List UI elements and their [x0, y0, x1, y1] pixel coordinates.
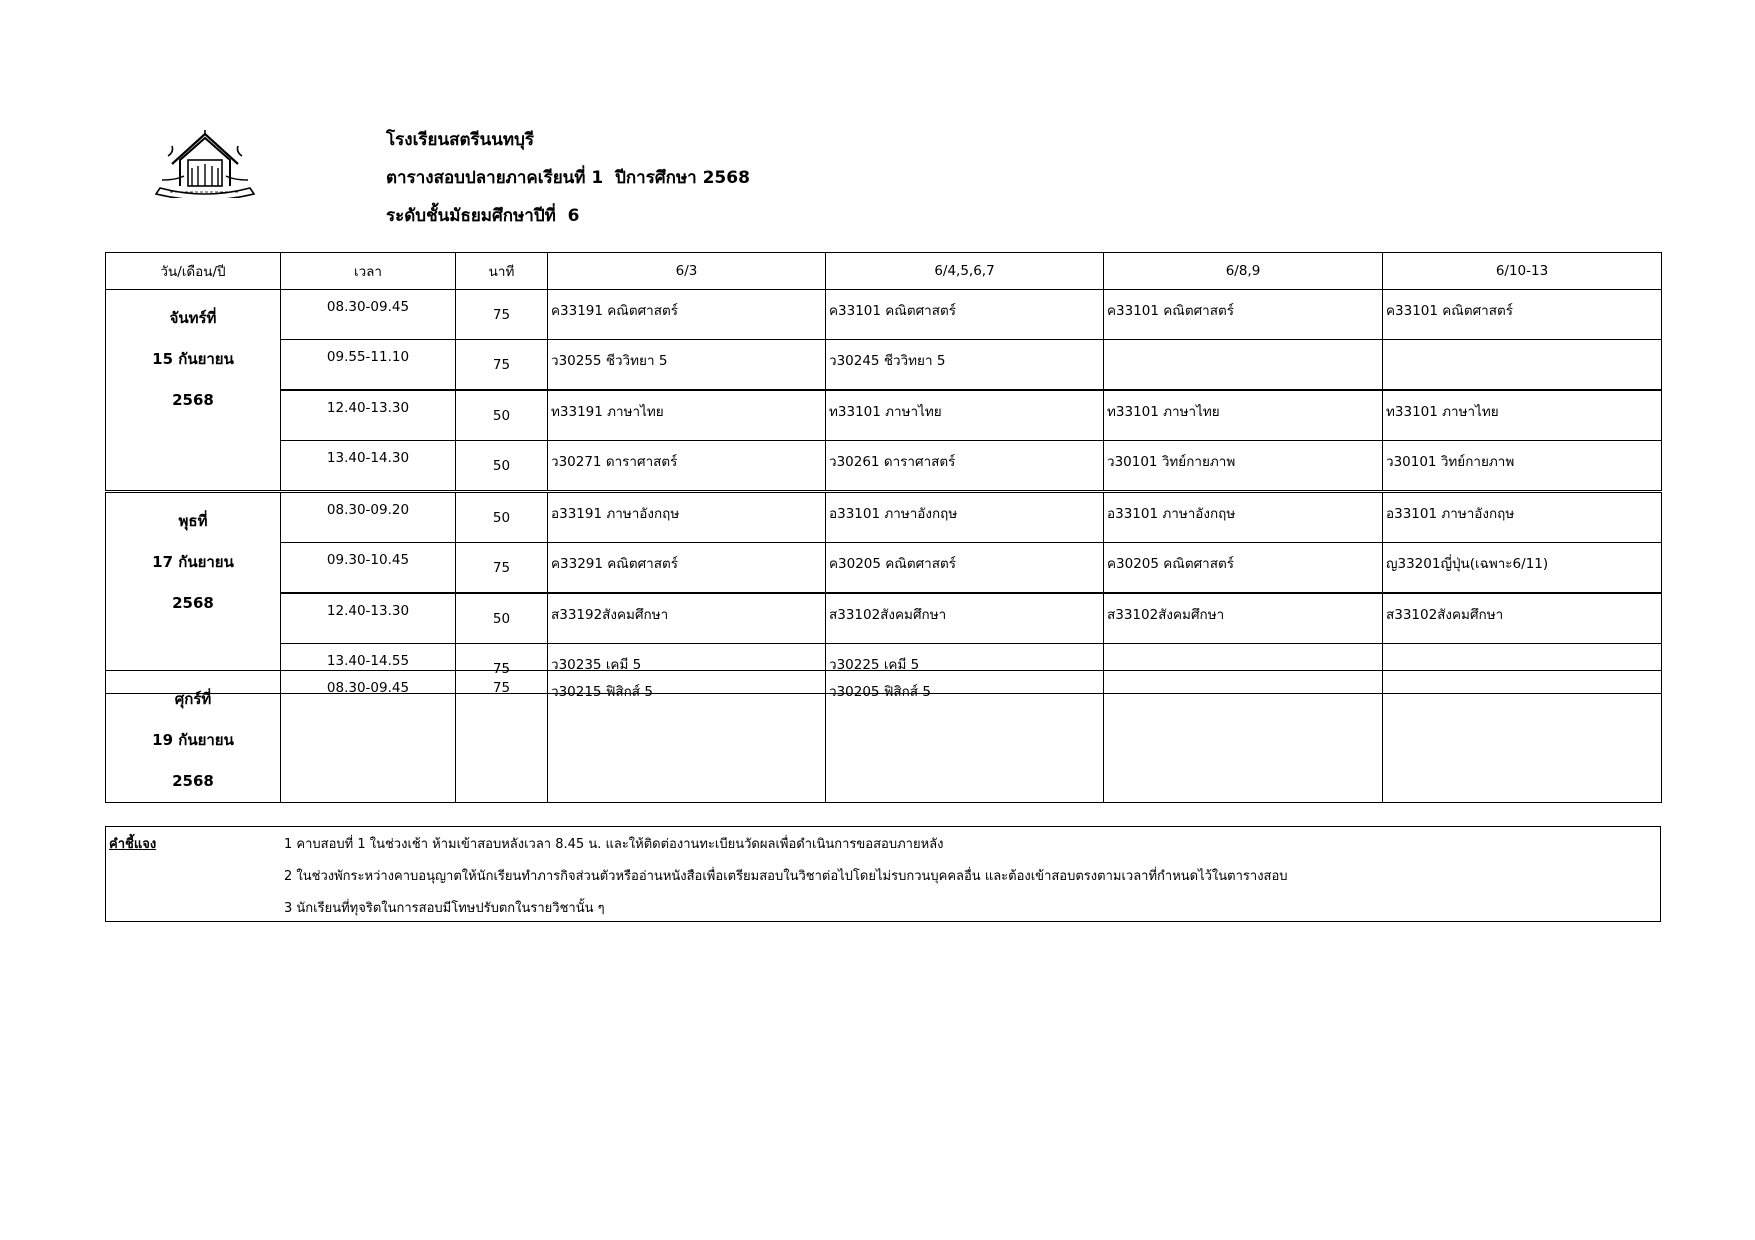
day-year: 2568 — [172, 772, 214, 790]
document-title: ตารางสอบปลายภาคเรียนที่ 1 ปีการศึกษา 2568 — [386, 168, 750, 188]
note-line: 1 คาบสอบที่ 1 ในช่วงเช้า ห้ามเข้าสอบหลังเวลา 8.45 น. และให้ติดต่องานทะเบียนวัดผลเพื่อดำเนินการขอสอบภายหลัง — [284, 837, 944, 852]
day-date: 17 กันยายน — [152, 553, 234, 571]
schedule-table-monday — [105, 252, 1662, 491]
table-header-row — [106, 253, 1662, 290]
table-row — [106, 593, 1662, 644]
subject-cell — [1104, 340, 1383, 391]
grade-level: ระดับชั้นมัธยมศึกษาปีที่ 6 — [386, 206, 580, 226]
date-cell — [106, 671, 281, 803]
subject-cell: ท33101 ภาษาไทย — [1104, 390, 1383, 441]
table-row — [106, 671, 1662, 803]
table-row — [106, 390, 1662, 441]
time-cell: 08.30-09.20 — [281, 493, 456, 543]
subject-cell: อ33101 ภาษาอังกฤษ — [826, 493, 1104, 543]
subject-cell: ค33191 คณิตศาสตร์ — [548, 290, 826, 340]
subject-cell: ค33101 คณิตศาสตร์ — [1104, 290, 1383, 340]
subject-cell: ค30205 คณิตศาสตร์ — [1104, 543, 1383, 594]
time-cell: 13.40-14.30 — [281, 441, 456, 491]
col-header-class-6-10-13: 6/10-13 — [1383, 253, 1662, 290]
time-cell: 09.55-11.10 — [281, 340, 456, 391]
day-name: ศุกร์ที่ — [174, 690, 212, 708]
note-line: 2 ในช่วงพักระหว่างคาบอนุญาตให้นักเรียนทำภารกิจส่วนตัวหรืออ่านหนังสือเพื่อเตรียมสอบในวิชาต่อไปโดยไม่รบกวนบุคคลอื่น และต้องเข้าสอบตรงตามเวลาที่กำหนดไว้ในตารางสอบ — [284, 869, 1288, 884]
subject-cell: ส33102สังคมศึกษา — [1383, 593, 1662, 644]
day-date: 19 กันยายน — [152, 731, 234, 749]
time-cell: 13.40-14.55 — [281, 644, 456, 694]
subject-cell: ว30101 วิทย์กายภาพ — [1104, 441, 1383, 491]
time-cell: 12.40-13.30 — [281, 390, 456, 441]
schedule-table-wednesday — [105, 492, 1662, 694]
minutes-cell: 75 — [456, 644, 548, 694]
subject-cell — [1383, 340, 1662, 391]
minutes-cell: 75 — [456, 340, 548, 391]
minutes-cell: 75 — [456, 290, 548, 340]
subject-cell: ว30101 วิทย์กายภาพ — [1383, 441, 1662, 491]
col-header-time: เวลา — [281, 253, 456, 290]
subject-cell: ว30225 เคมี 5 — [826, 644, 1104, 694]
day-name: พุธที่ — [178, 512, 208, 530]
day-name: จันทร์ที่ — [169, 309, 217, 327]
col-header-date: วัน/เดือน/ปี — [106, 253, 281, 290]
subject-cell: ท33101 ภาษาไทย — [826, 390, 1104, 441]
subject-cell: ว30271 ดาราศาสตร์ — [548, 441, 826, 491]
minutes-cell: 75 — [456, 543, 548, 594]
subject-cell: ค33101 คณิตศาสตร์ — [826, 290, 1104, 340]
school-name: โรงเรียนสตรีนนทบุรี — [386, 130, 535, 150]
subject-cell: ว30255 ชีววิทยา 5 — [548, 340, 826, 391]
notes-box — [105, 826, 1661, 922]
subject-cell: ญ33201ญี่ปุ่น(เฉพาะ6/11) — [1383, 543, 1662, 594]
subject-cell — [1104, 671, 1383, 803]
subject-cell: ว30261 ดาราศาสตร์ — [826, 441, 1104, 491]
table-row — [106, 290, 1662, 340]
subject-cell: อ33191 ภาษาอังกฤษ — [548, 493, 826, 543]
subject-cell: ท33191 ภาษาไทย — [548, 390, 826, 441]
note-line: 3 นักเรียนที่ทุจริตในการสอบมีโทษปรับตกในรายวิชานั้น ๆ — [284, 901, 605, 916]
subject-cell: ส33102สังคมศึกษา — [1104, 593, 1383, 644]
document-header — [386, 130, 750, 244]
day-year: 2568 — [172, 391, 214, 409]
subject-cell: ว30245 ชีววิทยา 5 — [826, 340, 1104, 391]
table-row — [106, 543, 1662, 594]
subject-cell: อ33101 ภาษาอังกฤษ — [1104, 493, 1383, 543]
subject-cell: ค33291 คณิตศาสตร์ — [548, 543, 826, 594]
subject-cell: ว30235 เคมี 5 — [548, 644, 826, 694]
subject-cell: ส33192สังคมศึกษา — [548, 593, 826, 644]
minutes-cell: 50 — [456, 493, 548, 543]
table-row — [106, 340, 1662, 391]
table-row — [106, 493, 1662, 543]
subject-cell: ค33101 คณิตศาสตร์ — [1383, 290, 1662, 340]
minutes-cell: 50 — [456, 390, 548, 441]
school-emblem-icon — [150, 130, 260, 198]
notes-label: คำชี้แจง — [109, 837, 157, 852]
time-cell: 08.30-09.45 — [281, 290, 456, 340]
col-header-class-6-8-9: 6/8,9 — [1104, 253, 1383, 290]
subject-cell: ส33102สังคมศึกษา — [826, 593, 1104, 644]
subject-cell: ว30205 ฟิสิกส์ 5 — [826, 671, 1104, 803]
date-cell — [106, 290, 281, 491]
minutes-cell: 75 — [456, 671, 548, 803]
subject-cell: ว30215 ฟิสิกส์ 5 — [548, 671, 826, 803]
time-cell: 12.40-13.30 — [281, 593, 456, 644]
day-date: 15 กันยายน — [152, 350, 234, 368]
time-cell: 08.30-09.45 — [281, 671, 456, 803]
time-cell: 09.30-10.45 — [281, 543, 456, 594]
col-header-class-6-3: 6/3 — [548, 253, 826, 290]
schedule-table-friday — [105, 670, 1662, 803]
subject-cell — [1383, 671, 1662, 803]
subject-cell: อ33101 ภาษาอังกฤษ — [1383, 493, 1662, 543]
col-header-minutes: นาที — [456, 253, 548, 290]
subject-cell: ค30205 คณิตศาสตร์ — [826, 543, 1104, 594]
col-header-class-6-4-7: 6/4,5,6,7 — [826, 253, 1104, 290]
date-cell — [106, 493, 281, 694]
table-row — [106, 441, 1662, 491]
subject-cell: ท33101 ภาษาไทย — [1383, 390, 1662, 441]
minutes-cell: 50 — [456, 593, 548, 644]
day-year: 2568 — [172, 594, 214, 612]
minutes-cell: 50 — [456, 441, 548, 491]
